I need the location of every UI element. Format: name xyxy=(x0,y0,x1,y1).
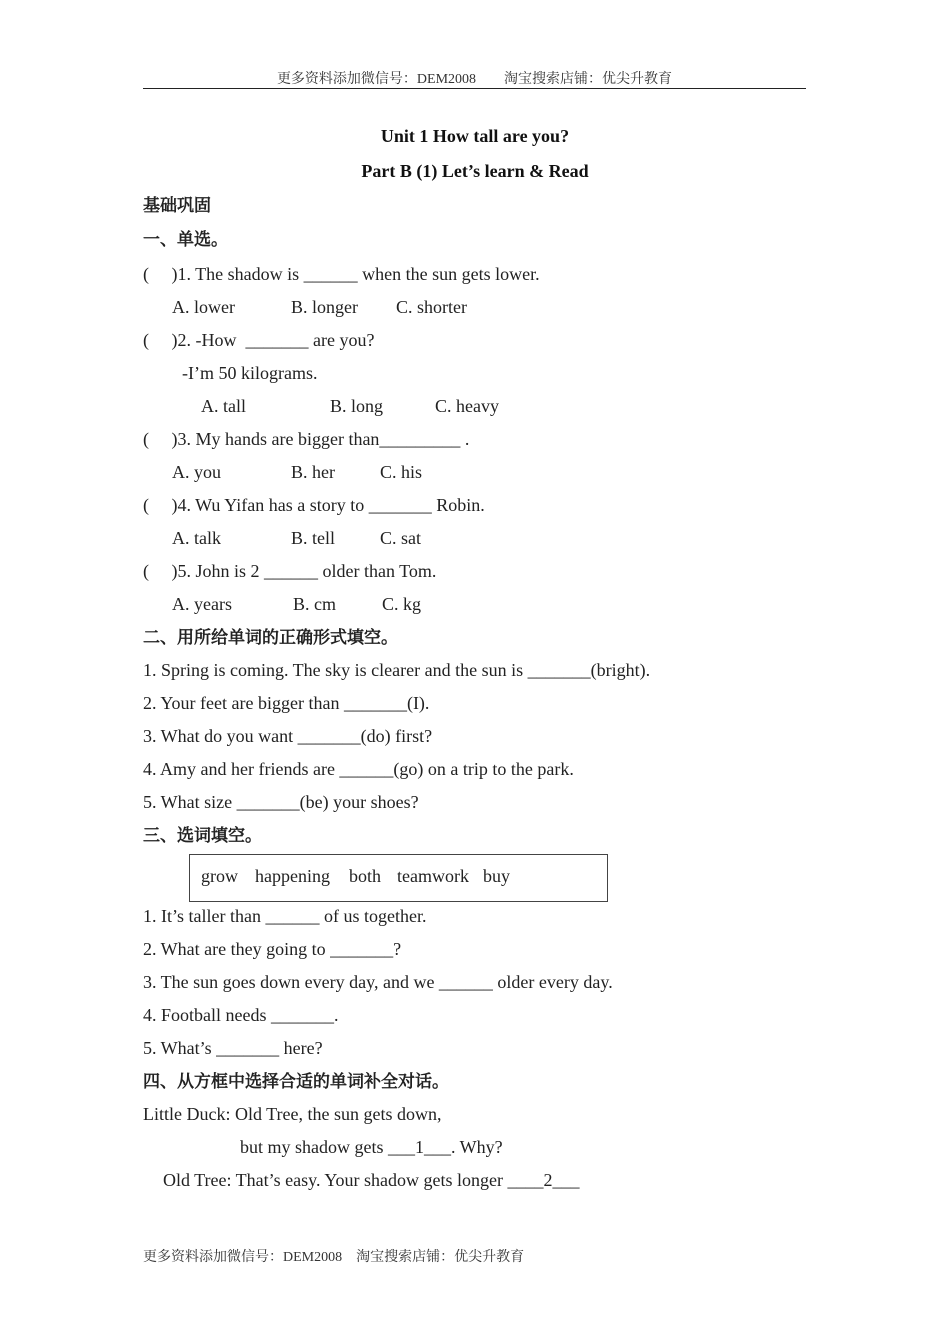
q3-stem: ( )3. My hands are bigger than_________ . xyxy=(143,429,470,449)
word-bank-word: teamwork xyxy=(397,866,469,886)
q1-stem: ( )1. The shadow is ______ when the sun gets lower. xyxy=(143,264,540,284)
q3-option-a: A. you xyxy=(172,462,221,482)
s2-item-1: 1. Spring is coming. The sky is clearer and the sun is _______(bright). xyxy=(143,660,651,680)
q4-option-b: B. tell xyxy=(291,528,335,548)
q5-stem: ( )5. John is 2 ______ older than Tom. xyxy=(143,561,437,581)
word-bank-word: grow xyxy=(201,866,238,886)
page-header: 更多资料添加微信号：DEM2008 淘宝搜索店铺：优尖升教育 xyxy=(276,72,673,87)
q2-stem: ( )2. -How _______ are you? xyxy=(143,330,375,350)
q3-option-c: C. his xyxy=(380,462,423,482)
dialogue-line-2: but my shadow gets ___1___. Why? xyxy=(240,1137,503,1157)
s2-item-4: 4. Amy and her friends are ______(go) on a trip to the park. xyxy=(143,759,574,779)
word-bank-word: both xyxy=(349,866,382,886)
header-rule xyxy=(143,88,806,89)
section-basic-heading: 基础巩固 xyxy=(143,196,211,216)
s3-item-1: 1. It’s taller than ______ of us together. xyxy=(143,906,427,926)
s2-item-2: 2. Your feet are bigger than _______(I). xyxy=(143,693,430,713)
section3-heading: 三、选词填空。 xyxy=(143,826,262,846)
q2-option-c: C. heavy xyxy=(435,396,499,416)
q5-option-b: B. cm xyxy=(293,594,336,614)
q1-option-b: B. longer xyxy=(291,297,358,317)
q3-option-b: B. her xyxy=(291,462,335,482)
dialogue-line-3: Old Tree: That’s easy. Your shadow gets longer ____2___ xyxy=(163,1170,580,1190)
q2-option-a: A. tall xyxy=(201,396,246,416)
unit-title: Unit 1 How tall are you? xyxy=(380,126,570,146)
part-title: Part B (1) Let’s learn & Read xyxy=(361,161,589,181)
s3-item-4: 4. Football needs _______. xyxy=(143,1005,339,1025)
dialogue-line-1: Little Duck: Old Tree, the sun gets down, xyxy=(143,1104,442,1124)
q5-option-c: C. kg xyxy=(382,594,422,614)
section1-heading: 一、单选。 xyxy=(143,230,228,250)
s2-item-5: 5. What size _______(be) your shoes? xyxy=(143,792,419,812)
word-bank-word: buy xyxy=(483,866,510,886)
section2-heading: 二、用所给单词的正确形式填空。 xyxy=(143,628,398,648)
q4-option-c: C. sat xyxy=(380,528,422,548)
q4-stem: ( )4. Wu Yifan has a story to _______ Robin. xyxy=(143,495,485,515)
q2-answer-line: -I’m 50 kilograms. xyxy=(182,363,318,383)
s3-item-5: 5. What’s _______ here? xyxy=(143,1038,323,1058)
q5-option-a: A. years xyxy=(172,594,232,614)
s3-item-2: 2. What are they going to _______? xyxy=(143,939,402,959)
q4-option-a: A. talk xyxy=(172,528,221,548)
word-bank-word: happening xyxy=(255,866,330,886)
s2-item-3: 3. What do you want _______(do) first? xyxy=(143,726,433,746)
q2-option-b: B. long xyxy=(330,396,384,416)
q1-option-c: C. shorter xyxy=(396,297,467,317)
section4-heading: 四、从方框中选择合适的单词补全对话。 xyxy=(143,1072,449,1092)
q1-option-a: A. lower xyxy=(172,297,235,317)
s3-item-3: 3. The sun goes down every day, and we ______ older every day. xyxy=(143,972,613,992)
page-footer: 更多资料添加微信号：DEM2008 淘宝搜索店铺：优尖升教育 xyxy=(143,1250,525,1265)
word-bank-box xyxy=(189,854,608,902)
